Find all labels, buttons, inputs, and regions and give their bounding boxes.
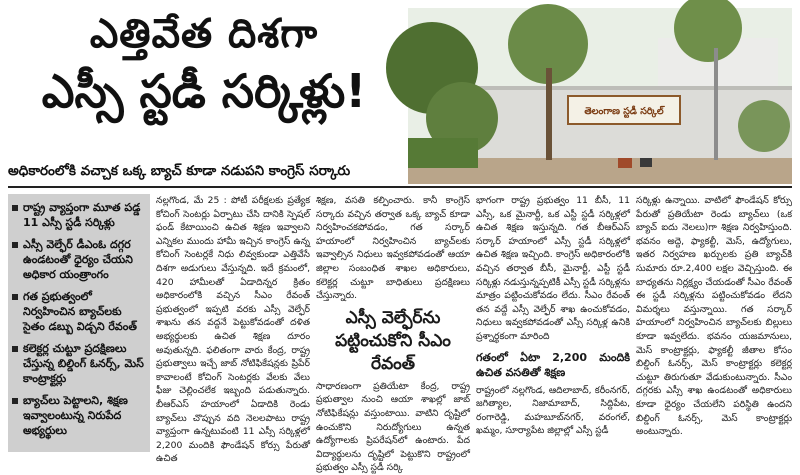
divider-rule	[8, 186, 792, 188]
article-paragraph: నల్లగొండ, మే 25 : పోటీ పరీక్షలకు ప్రత్యేక కోచింగ్ సెంటర్లు ఏర్పాటు చేసి దానికి స్పెషల్ ఫండ్ కేటాయించి ఉచిత శిక్షణ ఇవ్వాలని ఎన్నికల ముందు హామీ ఇచ్చిన కాంగ్రెస్ ఉన్న కోచింగ్ సెంటర్లకే నిధు లివ్వకుండా ఎత్తివేసే దిశగా అడుగులు వేస్తున్నది. ఇదే క్రమంలో, 420 హామీలతో ఏడాదిన్నర క్రితం అధికారంలోకి వచ్చిన సీఎం రేవంత్ ప్రభుత్వంలో ఇప్పటి వరకు ఎస్సీ వెల్ఫేర్ శాఖను తన వద్దనే పెట్టుకోవడంతో దళిత అభ్యర్థులకు ఉచిత శిక్షణ దూరం అవుతున్నది. ఫలితంగా వారు కేంద్ర, రాష్ట్ర ప్రభుత్వాలు ఇచ్చే జాబ్ నోటిఫికేషన్లకు ప్రిపేర్ కావాలంటే కోచింగ్ సెంటర్లకు వేలకు వేలు ఫీజు చెల్లించలేక ఇబ్బంది పడుతున్నారు. బీఆర్ఎస్ హయాంలో ఏడాదికి రెండు బ్యాచ్‌లు చొప్పున వది నెలలపాటు రాష్ట్ర వ్యాప్తంగా ఉన్నటువంటి 11 ఎస్సీ సర్కిళ్లలో 2,200 మందికి ఫౌండేషన్ కోర్సు పేరుతో ఉచిత	[156, 195, 310, 465]
square-bullet-icon	[12, 346, 18, 352]
article-column-2	[316, 194, 470, 474]
photo-pole	[714, 48, 718, 160]
highlight-text: రాష్ట్ర వ్యాప్తంగా మూత పడ్డ 11 ఎస్సీ స్టడీ సర్కిళ్లు	[23, 201, 141, 229]
headline-line-2: ఎస్సీ స్టడీ సర్కిళ్లు!	[41, 64, 367, 118]
highlight-item	[12, 237, 146, 282]
article-paragraph: సాధారణంగా ప్రతియేటా కేంద్ర, రాష్ట్ర ప్రభుత్వాల నుంచి ఆయా శాఖల్లో జాబ్ నోటిఫికేషన్లు వస్తుంటాయి. వాటిని దృష్టిలో ఉంచుకొని నిరుద్యోగులు ఉన్నత ఉద్యోగాలకు ప్రిపరేషన్‌లో ఉంటారు. పేద విద్యార్థులను దృష్టిలో పెట్టుకొని రాష్ట్రంలో ప్రభుత్వం ఎస్సీ స్టడీ సర్కి	[316, 380, 470, 474]
photo-tree-trunk	[546, 68, 552, 160]
highlight-text: గత ప్రభుత్వంలో నిర్వహించిన బ్యాచ్‌లకు సైతం డబ్బు విడ్చని రేవంత్	[23, 290, 137, 333]
highlight-text: బ్యాచ్‌లు పెట్టాలని, శిక్షణ ఇవ్వాలంటున్న నిరుపేద అభ్యర్థులు	[23, 394, 128, 437]
photo-pot	[618, 158, 632, 168]
highlight-item	[12, 341, 146, 386]
photo-shrub	[738, 100, 790, 152]
highlight-text: ఎస్సీ వెల్ఫేర్ డీఎంఓ దగ్గర ఉండటంతో ధైర్యం చేయని అధికార యంత్రాంగం	[23, 238, 133, 281]
photo-pot-2	[640, 158, 652, 167]
square-bullet-icon	[12, 398, 18, 404]
section-heading: ఎస్సీ వెల్ఫేర్‌ను పట్టించుకోని సీఎం రేవంత్	[335, 307, 451, 374]
subheadline: అధికారంలోకి వచ్చాక ఒక్క బ్యాచ్ కూడా నడుపని కాంగ్రెస్ సర్కారు	[8, 163, 351, 179]
study-circle-building-image	[408, 8, 792, 184]
photo-wall-top	[468, 86, 792, 90]
highlight-item	[12, 289, 146, 334]
article-column-4	[636, 194, 792, 452]
article-paragraph: సర్కిళ్లు ఉన్నాయి. వాటిలో ఫౌండేషన్ కోర్సు పేరుతో ప్రతియేటా రెండు బ్యాచ్‌లు (ఒక బ్యాచ్ ఐదు నెలలు)గా శిక్షణ నిర్వహిస్తుంది. భవనం అద్దె, ఫ్యాకల్టీ, మెస్, ఉద్యోగులు, ఇతర నిర్వహణ ఖర్చులకు ప్రతి బ్యాచ్‌కి సుమారు రూ.2,400 లక్షల వెచ్చిస్తుంది. ఈ బాధ్యతను నిర్లక్ష్యం చేయడంతో సీఎం రేవంత్ ఈ స్టడీ సర్కిళ్లను పట్టించుకోవడం లేదని విమర్శలు వస్తున్నాయి. గత సర్కార్ హయాంలో నిర్వహించిన బ్యాచ్‌లకు బిల్లులు కూడా ఇవ్వలేదు. భవనం యజమానులు, మెస్ కాంట్రాక్టర్లు, ఫ్యాకల్టీ జీతాల కోసం బిల్డింగ్ ఓనర్స్, మెస్ కాంట్రాక్టర్లు కలెక్టర్ల చుట్టూ తిరుగుతూ వేడుకుంటున్నారు. సీఎం దగ్గరకు ఎస్సీ శాఖ ఉండటంతో అధికారులు కూడా ధైర్యం చేయలేని పరిస్థితి ఉందని బిల్డింగ్ ఓనర్స్, మెస్ కాంట్రాక్టర్లు అంటున్నారు.	[636, 195, 792, 438]
headline	[8, 8, 400, 122]
news-photo	[408, 8, 792, 184]
square-bullet-icon	[12, 242, 18, 248]
square-bullet-icon	[12, 205, 18, 211]
highlights-sidebar	[8, 194, 150, 452]
highlight-text: కలెక్టర్ల చుట్టూ ప్రదక్షిణలు చేస్తున్న బిల్డింగ్ ఓనర్స్, మెస్ కాంట్రాక్టర్లు	[23, 342, 144, 385]
photo-bush-left	[408, 138, 478, 168]
article-paragraph: శిక్షణ, వసతి కల్పించారు. కానీ కాంగ్రెస్ సర్కారు వచ్చిన తర్వాత ఒక్క బ్యాచ్ కూడా నిర్వహించకపోవడం, గత సర్కార్ హయాంలో నిర్వహించిన బ్యాచ్‌లకు ఇవ్వాల్సిన నిధులు ఇవ్వకపోవడంతో ఆయా జిల్లాల సంబంధిత శాఖల అధికారులు, కలెక్టర్ల చుట్టూ బాధితులు ప్రదక్షిణలు చేస్తున్నారు.	[316, 195, 470, 302]
square-bullet-icon	[12, 294, 18, 300]
photo-sign-text: తెలంగాణ స్టడీ సర్కిల్	[584, 106, 664, 117]
article-paragraph: భాగంగా రాష్ట్ర ప్రభుత్వం 11 బీసీ, 11 ఎస్సీ, ఒక మైనార్టీ, ఒక ఎస్టీ స్టడీ సర్కిళ్లలో ఉచిత శిక్షణ ఇస్తున్నది. గత బీఆర్ఎస్ సర్కార్ హయాంలో ఎస్సీ స్టడీ సర్కిళ్లలో ఉచిత శిక్షణ ఇచ్చింది. కాంగ్రెస్ అధికారంలోకి వచ్చిన తర్వాత బీసీ, మైనార్టీ, ఎస్టీ స్టడీ సర్కిళ్లు నడుస్తున్నప్పటికీ ఎస్సీ స్టడీ సర్కిళ్లను మాత్రం పట్టించుకోవడం లేదు. సీఎం రేవంత్ తన వద్దే ఎస్సీ వెల్ఫేర్ శాఖ ఉంచుకోవడం, నిధులు ఇవ్వకపోవడంతో ఎస్సీ సర్కిళ్ల ఉనికి ప్రశ్నార్థకంగా మారింది	[476, 195, 630, 342]
highlight-item	[12, 200, 146, 230]
article-paragraph: రాష్ట్రంలో నల్లగొండ, ఆదిలాబాద్, కరీంనగర్, జగిత్యాల, నిజామాబాద్, సిద్దిపేట, రంగారెడ్డి, మహబూబ్‌నగర్, వరంగల్, ఖమ్మం, సూర్యాపేట జిల్లాల్లో ఎస్సీ స్టడీ	[476, 384, 630, 437]
headline-line-1: ఎత్తివేత దిశగా	[89, 11, 319, 57]
highlight-item	[12, 393, 146, 438]
article-column-1	[156, 194, 310, 465]
article-column-3	[476, 194, 630, 452]
section-heading: గతంలో ఏటా 2,200 మందికి ఉచిత వసతితో శిక్షణ	[476, 350, 630, 379]
